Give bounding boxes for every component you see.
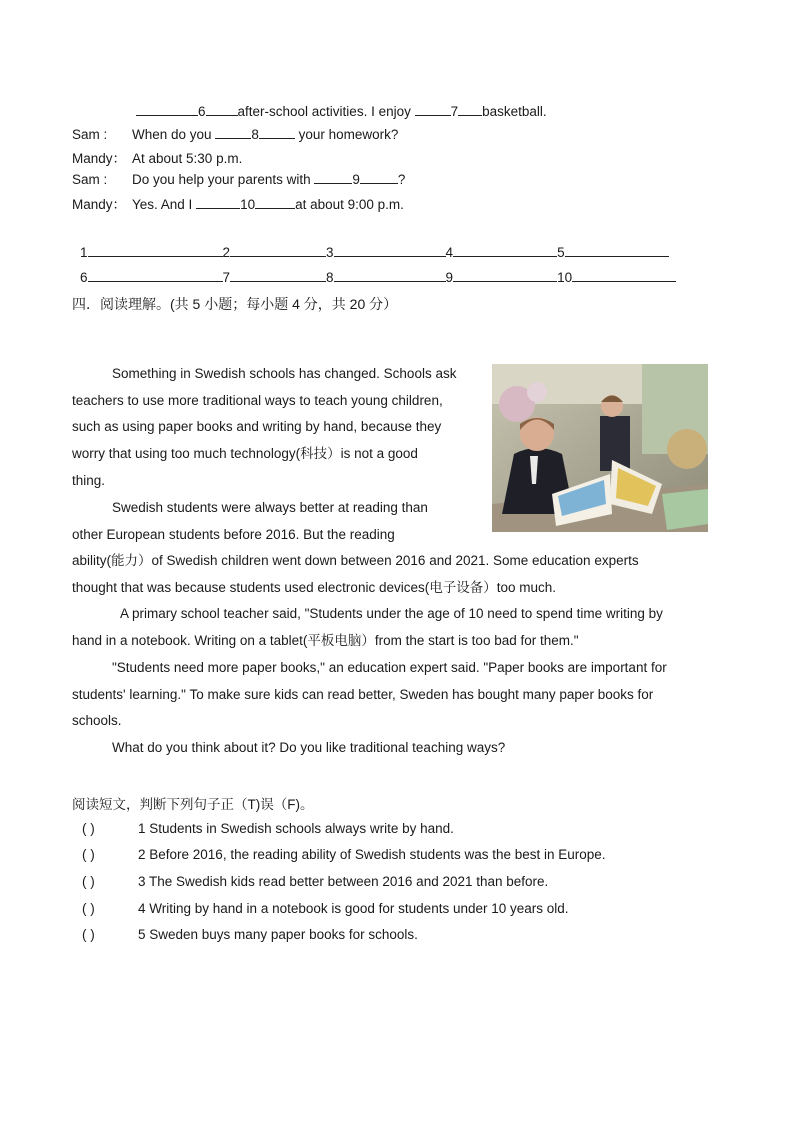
dialogue-line-2 (72, 147, 242, 167)
answer-row-1 (80, 243, 669, 260)
passage-line: Swedish students were always better at reading than (112, 500, 428, 515)
blank-line (415, 102, 451, 116)
passage-line: thing. (72, 472, 106, 488)
tf-question-4 (82, 901, 569, 916)
answer-blank[interactable] (453, 243, 557, 257)
tf-question-5 (82, 927, 418, 942)
answer-bracket[interactable]: ( ) (82, 821, 95, 836)
answer-blank[interactable] (88, 243, 223, 257)
question-text: 1 Students in Swedish schools always write by hand. (138, 821, 454, 836)
blank-line (360, 170, 398, 184)
dialogue-text: after-school activities. I enjoy (237, 104, 415, 119)
passage-line: such as using paper books and writing by hand, because they (72, 419, 442, 435)
answer-blank[interactable] (565, 243, 669, 257)
speaker-name: Mandy： (72, 151, 127, 166)
blank-line (314, 170, 352, 184)
tf-question-2 (82, 847, 606, 862)
answer-bracket[interactable]: ( ) (82, 901, 95, 916)
blank-number: 9 (352, 172, 360, 187)
passage-line: other European students before 2016. But the reading (72, 526, 395, 542)
answer-blank[interactable] (230, 243, 326, 257)
blank-number: 7 (450, 104, 459, 119)
blank-line (255, 195, 295, 209)
dialogue-line-0 (136, 102, 547, 119)
blank-line (259, 125, 295, 139)
passage-line: "Students need more paper books," an education expert said. "Paper books are important for (112, 660, 667, 675)
answer-row-2 (80, 268, 676, 285)
dialogue-text: at about 9:00 p.m. (295, 197, 404, 212)
question-text: 4 Writing by hand in a notebook is good for students under 10 years old. (138, 901, 569, 916)
answer-number: 6 (80, 270, 88, 285)
answer-blank[interactable] (230, 268, 326, 282)
answer-number: 3 (326, 245, 334, 260)
passage-line: students' learning." To make sure kids can read better, Sweden has bought many paper books for (72, 686, 654, 702)
answer-blank[interactable] (453, 268, 557, 282)
blank-line (206, 102, 238, 116)
dialogue-text: Yes. And I (132, 197, 197, 212)
speaker-name: Sam : (72, 172, 108, 187)
tf-question-1 (82, 821, 454, 836)
passage-paragraph-1 (72, 361, 492, 495)
answer-blank[interactable] (88, 268, 223, 282)
speaker-name: Mandy： (72, 197, 127, 212)
answer-blank[interactable] (572, 268, 676, 282)
question-text: 5 Sweden buys many paper books for schools. (138, 927, 418, 942)
answer-number: 5 (557, 245, 565, 260)
answer-number: 1 (80, 245, 88, 260)
passage-paragraph-3 (72, 601, 732, 654)
speaker-name: Sam : (72, 127, 108, 142)
passage-line: hand in a notebook. Writing on a tablet(平板电脑）from the start is too bad for them." (72, 632, 579, 648)
question-text: 2 Before 2016, the reading ability of Swedish students was the best in Europe. (138, 847, 606, 862)
question-text: 3 The Swedish kids read better between 2016 and 2021 than before. (138, 874, 549, 889)
dialogue-text: your homework? (294, 127, 399, 142)
answer-blank[interactable] (334, 268, 446, 282)
answer-bracket[interactable]: ( ) (82, 847, 95, 862)
passage-line: A primary school teacher said, "Students under the age of 10 need to spend time writing by (120, 606, 663, 621)
passage-line: ability(能力）of Swedish children went down between 2016 and 2021. Some education experts (72, 553, 639, 569)
tf-question-3 (82, 874, 548, 889)
blank-line (196, 195, 240, 209)
blank-number: 10 (240, 197, 256, 212)
answer-number: 10 (557, 270, 573, 285)
passage-paragraph-2 (72, 495, 732, 602)
passage-line: Something in Swedish schools has changed. Schools ask (112, 366, 457, 381)
blank-number: 8 (251, 127, 259, 142)
blank-line (215, 125, 251, 139)
answer-number: 2 (222, 245, 231, 260)
answer-bracket[interactable]: ( ) (82, 874, 95, 889)
tf-instruction: 阅读短文，判断下列句子正（T)误（F)。 (72, 797, 314, 812)
passage-line: schools. (72, 713, 122, 729)
answer-number: 8 (326, 270, 334, 285)
blank-number: 6 (198, 104, 206, 119)
answer-blank[interactable] (334, 243, 446, 257)
dialogue-text: When do you (132, 127, 216, 142)
answer-number: 9 (445, 270, 454, 285)
passage-line: worry that using too much technology(科技）is not a good (72, 446, 418, 462)
answer-number: 7 (222, 270, 231, 285)
blank-line (458, 102, 482, 116)
dialogue-text: ? (397, 172, 406, 187)
answer-number: 4 (445, 245, 454, 260)
dialogue-text: Do you help your parents with (132, 172, 315, 187)
dialogue-text: basketball. (482, 104, 547, 119)
answer-bracket[interactable]: ( ) (82, 927, 95, 942)
passage-paragraph-5: What do you think about it? Do you like traditional teaching ways? (112, 740, 506, 755)
dialogue-line-3 (72, 170, 405, 187)
section-title: 四．阅读理解。(共 5 小题；每小题 4 分，共 20 分） (72, 296, 398, 312)
dialogue-line-4 (72, 193, 404, 213)
passage-paragraph-4 (72, 655, 732, 735)
dialogue-text: At about 5:30 p.m. (132, 151, 243, 166)
passage-line: teachers to use more traditional ways to teach young children, (72, 392, 443, 408)
passage-line: thought that was because students used electronic devices(电子设备）too much. (72, 580, 556, 596)
dialogue-line-1 (72, 125, 398, 142)
blank-line (136, 102, 198, 116)
